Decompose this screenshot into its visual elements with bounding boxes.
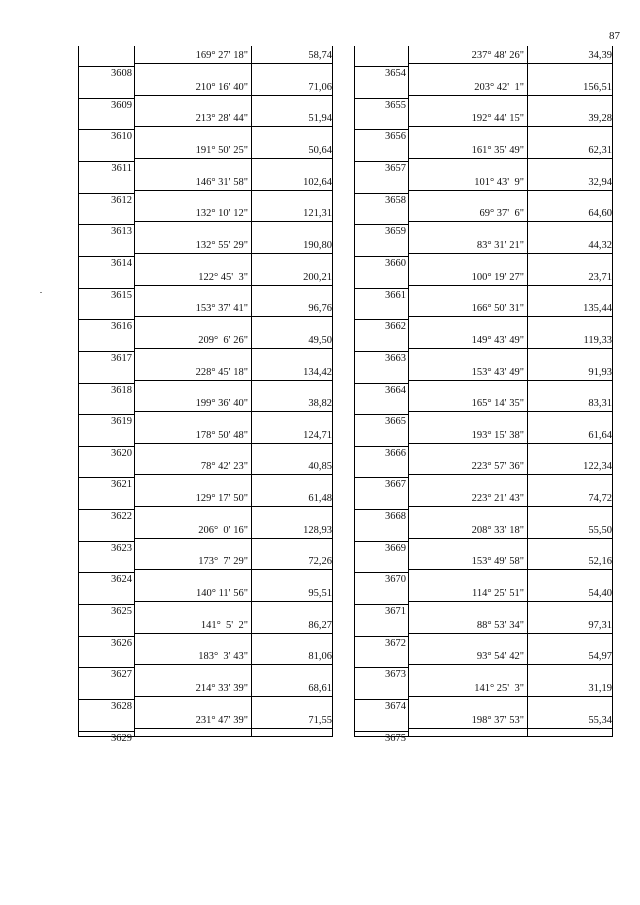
segment-rule [408, 411, 613, 412]
segment-distance: 135,44 [583, 303, 612, 315]
point-number: 3669 [385, 542, 406, 554]
point-number: 3610 [111, 131, 132, 143]
segment-rule [134, 696, 333, 697]
point-rule [79, 224, 134, 225]
point-rule [355, 572, 408, 573]
segment-rule [408, 380, 613, 381]
point-number: 3628 [111, 701, 132, 712]
segment-rule [134, 158, 333, 159]
bearing-angle: 223° 57' 36" [471, 461, 524, 473]
point-rule [79, 161, 134, 162]
segment-rule [408, 316, 613, 317]
bearing-angle: 209° 6' 26" [198, 334, 248, 346]
point-number: 3654 [385, 68, 406, 79]
point-rule [79, 288, 134, 289]
point-number: 3629 [111, 732, 132, 744]
bearing-angle: 214° 33' 39" [195, 683, 248, 694]
point-rule [355, 224, 408, 225]
point-number: 3659 [385, 226, 406, 238]
bearing-angle: 153° 43' 49" [471, 366, 524, 378]
point-number: 3661 [385, 289, 406, 301]
bearing-angle: 192° 44' 15" [471, 113, 524, 125]
point-number: 3663 [385, 352, 406, 364]
point-rule [79, 636, 134, 637]
point-rule [79, 446, 134, 447]
segment-distance: 51,94 [308, 113, 332, 125]
point-rule [79, 129, 134, 130]
point-rule [355, 66, 408, 67]
segment-distance: 83,31 [588, 398, 612, 410]
point-number: 3655 [385, 99, 406, 111]
segment-rule [134, 63, 333, 64]
segment-rule [408, 633, 613, 634]
bearing-angle: 210° 16' 40" [195, 81, 248, 93]
point-number: 3609 [111, 99, 132, 111]
segment-distance: 55,34 [588, 714, 612, 726]
point-number: 3671 [385, 606, 406, 618]
segment-distance: 32,94 [588, 176, 612, 188]
bearing-angle: 122° 45' 3" [198, 271, 248, 283]
bearing-angle: 69° 37' 6" [479, 208, 524, 220]
point-rule [355, 98, 408, 99]
point-number: 3614 [111, 257, 132, 269]
segment-distance: 71,06 [308, 81, 332, 93]
segment-distance: 102,64 [303, 176, 332, 188]
point-rule [79, 414, 134, 415]
segment-rule [408, 253, 613, 254]
segment-distance: 97,31 [588, 619, 612, 631]
segment-distance: 71,55 [308, 714, 332, 726]
margin-mark [40, 292, 42, 293]
bearing-angle: 161° 35' 49" [471, 144, 524, 156]
segment-rule [134, 348, 333, 349]
point-number: 3672 [385, 637, 406, 649]
point-number: 3621 [111, 479, 132, 491]
bearing-angle: 166° 50' 31" [471, 303, 524, 315]
segment-rule [134, 474, 333, 475]
left-table-grid [78, 46, 333, 744]
point-rule [355, 256, 408, 257]
segment-distance: 34,39 [588, 50, 612, 61]
segment-rule [408, 95, 613, 96]
bearing-angle: 178° 50' 48" [195, 429, 248, 441]
page-number: 87 [609, 30, 620, 42]
segment-distance: 128,93 [303, 524, 332, 536]
bearing-angle: 132° 10' 12" [195, 208, 248, 220]
point-number: 3664 [385, 384, 406, 396]
bearing-angle: 193° 15' 38" [471, 429, 524, 441]
point-rule [355, 731, 408, 732]
point-number: 3668 [385, 511, 406, 523]
bearing-angle: 132° 55' 29" [195, 239, 248, 251]
point-rule [79, 256, 134, 257]
point-number: 3616 [111, 321, 132, 333]
bearing-angle: 83° 31' 21" [476, 239, 524, 251]
segment-distance: 86,27 [308, 619, 332, 631]
point-rule [355, 541, 408, 542]
right-table-grid [354, 46, 613, 744]
segment-rule [408, 601, 613, 602]
segment-distance: 61,48 [308, 493, 332, 505]
segment-rule [408, 285, 613, 286]
point-rule [355, 319, 408, 320]
bearing-angle: 223° 21' 43" [471, 493, 524, 505]
segment-distance: 200,21 [303, 271, 332, 283]
segment-distance: 95,51 [308, 588, 332, 600]
bearing-angle: 173° 7' 29" [198, 556, 248, 568]
bearing-angle: 237° 48' 26" [471, 50, 524, 61]
point-rule [79, 572, 134, 573]
segment-distance: 68,61 [308, 683, 332, 694]
bearing-angle: 208° 33' 18" [471, 524, 524, 536]
point-rule [355, 414, 408, 415]
bearing-angle: 141° 5' 2" [200, 619, 248, 631]
point-number: 3675 [385, 732, 406, 744]
segment-rule [134, 380, 333, 381]
point-rule [79, 98, 134, 99]
bearing-angle: 231° 47' 39" [195, 714, 248, 726]
segment-distance: 61,64 [588, 429, 612, 441]
segment-rule [408, 190, 613, 191]
segment-distance: 156,51 [583, 81, 612, 93]
point-rule [355, 129, 408, 130]
segment-distance: 62,31 [588, 144, 612, 156]
left-traverse-table [78, 46, 333, 744]
bearing-angle: 149° 43' 49" [471, 334, 524, 346]
segment-rule [134, 506, 333, 507]
segment-rule [134, 664, 333, 665]
segment-rule [134, 728, 333, 729]
point-number: 3670 [385, 574, 406, 586]
segment-rule [408, 443, 613, 444]
point-number: 3613 [111, 226, 132, 238]
segment-rule [134, 443, 333, 444]
segment-rule [408, 696, 613, 697]
point-rule [79, 193, 134, 194]
segment-distance: 121,31 [303, 208, 332, 220]
segment-rule [408, 474, 613, 475]
segment-rule [134, 411, 333, 412]
segment-rule [408, 506, 613, 507]
bearing-angle: 146° 31' 58" [195, 176, 248, 188]
segment-rule [408, 728, 613, 729]
bearing-angle: 199° 36' 40" [195, 398, 248, 410]
bearing-angle: 140° 11' 56" [196, 588, 248, 600]
point-number: 3611 [111, 162, 132, 174]
point-rule [355, 383, 408, 384]
segment-distance: 38,82 [308, 398, 332, 410]
point-rule [355, 636, 408, 637]
segment-rule [408, 158, 613, 159]
point-rule [79, 477, 134, 478]
point-number: 3662 [385, 321, 406, 333]
point-number: 3665 [385, 416, 406, 428]
bearing-angle: 141° 25' 3" [474, 683, 524, 694]
point-number: 3620 [111, 447, 132, 459]
segment-rule [134, 190, 333, 191]
segment-rule [134, 569, 333, 570]
point-rule [79, 351, 134, 352]
point-number: 3624 [111, 574, 132, 586]
point-rule [79, 66, 134, 67]
segment-rule [134, 538, 333, 539]
segment-distance: 122,34 [583, 461, 612, 473]
segment-rule [134, 601, 333, 602]
segment-distance: 190,80 [303, 239, 332, 251]
point-rule [79, 731, 134, 732]
point-rule [79, 319, 134, 320]
segment-distance: 81,06 [308, 651, 332, 663]
segment-rule [408, 126, 613, 127]
point-rule [355, 699, 408, 700]
segment-distance: 96,76 [308, 303, 332, 315]
segment-rule [408, 664, 613, 665]
point-number: 3657 [385, 162, 406, 174]
bearing-angle: 100° 19' 27" [471, 271, 524, 283]
segment-rule [408, 538, 613, 539]
point-rule [355, 667, 408, 668]
point-number: 3666 [385, 447, 406, 459]
bearing-angle: 88° 53' 34" [476, 619, 524, 631]
segment-rule [134, 126, 333, 127]
point-number: 3673 [385, 669, 406, 681]
bearing-angle: 153° 49' 58" [471, 556, 524, 568]
point-rule [355, 351, 408, 352]
segment-distance: 64,60 [588, 208, 612, 220]
point-number: 3623 [111, 542, 132, 554]
point-number: 3622 [111, 511, 132, 523]
segment-distance: 54,40 [588, 588, 612, 600]
segment-rule [134, 253, 333, 254]
segment-distance: 44,32 [588, 239, 612, 251]
point-number: 3667 [385, 479, 406, 491]
point-rule [355, 193, 408, 194]
segment-distance: 23,71 [588, 271, 612, 283]
bearing-angle: 203° 42' 1" [474, 81, 524, 93]
bearing-angle: 213° 28' 44" [195, 113, 248, 125]
segment-rule [134, 316, 333, 317]
point-rule [355, 509, 408, 510]
point-rule [79, 509, 134, 510]
segment-distance: 50,64 [308, 144, 332, 156]
segment-distance: 55,50 [588, 524, 612, 536]
bearing-angle: 153° 37' 41" [195, 303, 248, 315]
segment-rule [408, 63, 613, 64]
point-number: 3627 [111, 669, 132, 681]
point-rule [79, 604, 134, 605]
point-rule [355, 604, 408, 605]
bearing-angle: 101° 43' 9" [474, 176, 524, 188]
bearing-angle: 169° 27' 18" [195, 50, 248, 61]
segment-distance: 39,28 [588, 113, 612, 125]
point-number: 3674 [385, 701, 406, 712]
segment-distance: 54,97 [588, 651, 612, 663]
segment-rule [408, 348, 613, 349]
segment-rule [134, 633, 333, 634]
point-number: 3612 [111, 194, 132, 206]
segment-distance: 119,33 [583, 334, 612, 346]
bearing-angle: 165° 14' 35" [471, 398, 524, 410]
segment-rule [408, 221, 613, 222]
point-rule [79, 667, 134, 668]
point-rule [355, 446, 408, 447]
point-number: 3617 [111, 352, 132, 364]
point-rule [79, 699, 134, 700]
point-rule [79, 541, 134, 542]
point-number: 3625 [111, 606, 132, 618]
point-number: 3658 [385, 194, 406, 206]
bearing-angle: 114° 25' 51" [472, 588, 524, 600]
right-traverse-table [354, 46, 613, 744]
point-number: 3618 [111, 384, 132, 396]
point-rule [355, 477, 408, 478]
segment-rule [134, 221, 333, 222]
point-number: 3660 [385, 257, 406, 269]
point-number: 3608 [111, 68, 132, 79]
point-rule [79, 383, 134, 384]
bearing-angle: 93° 54' 42" [476, 651, 524, 663]
segment-distance: 124,71 [303, 429, 332, 441]
point-number: 3656 [385, 131, 406, 143]
bearing-angle: 129° 17' 50" [195, 493, 248, 505]
bearing-angle: 191° 50' 25" [195, 144, 248, 156]
segment-distance: 49,50 [308, 334, 332, 346]
point-number: 3615 [111, 289, 132, 301]
segment-distance: 72,26 [308, 556, 332, 568]
bearing-angle: 228° 45' 18" [195, 366, 248, 378]
segment-distance: 31,19 [588, 683, 612, 694]
point-number: 3626 [111, 637, 132, 649]
point-number: 3619 [111, 416, 132, 428]
segment-distance: 74,72 [588, 493, 612, 505]
segment-distance: 91,93 [588, 366, 612, 378]
bearing-angle: 198° 37' 53" [471, 714, 524, 726]
segment-rule [408, 569, 613, 570]
segment-distance: 52,16 [588, 556, 612, 568]
bearing-angle: 78° 42' 23" [200, 461, 248, 473]
segment-distance: 58,74 [308, 50, 332, 61]
bearing-angle: 183° 3' 43" [198, 651, 248, 663]
bearing-angle: 206° 0' 16" [198, 524, 248, 536]
point-rule [355, 161, 408, 162]
segment-rule [134, 95, 333, 96]
segment-rule [134, 285, 333, 286]
segment-distance: 134,42 [303, 366, 332, 378]
segment-distance: 40,85 [308, 461, 332, 473]
point-rule [355, 288, 408, 289]
